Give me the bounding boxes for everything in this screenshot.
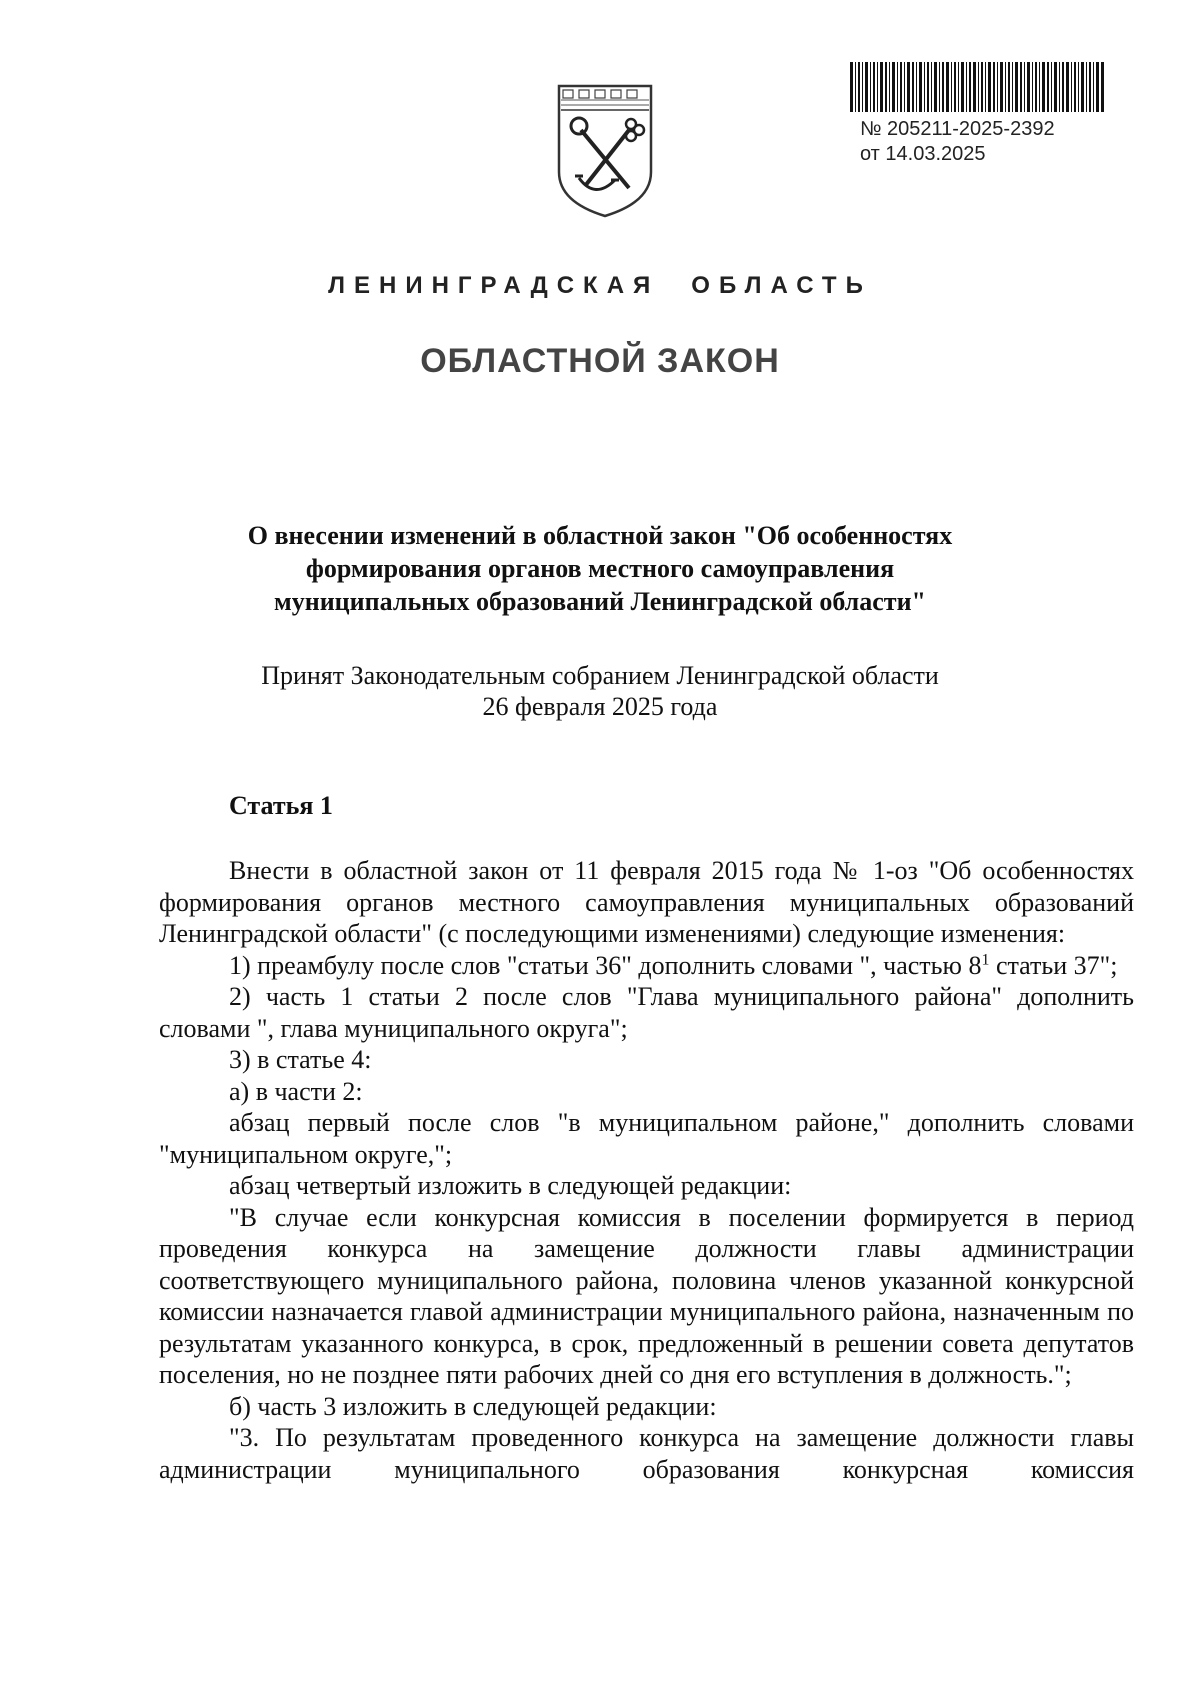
law-title-line: муниципальных образований Ленинградской области" [274, 587, 926, 616]
body-paragraph: "3. По результатам проведенного конкурса на замещение должности главы администрации муниципального образования конкурсная комиссия [159, 1423, 1134, 1484]
paragraph-text: статьи 37"; [989, 950, 1118, 980]
law-type-heading: ОБЛАСТНОЙ ЗАКОН [420, 342, 780, 380]
body-paragraph: б) часть 3 изложить в следующей редакции: [229, 1391, 717, 1421]
coat-of-arms-icon [555, 80, 655, 220]
body-paragraph: 3) в статье 4: [229, 1045, 372, 1074]
paragraph-text: 1) преамбулу после слов "статьи 36" дополнить словами ", частью 8 [229, 950, 982, 980]
registration-date: от 14.03.2025 [860, 143, 986, 165]
body-paragraph: "В случае если конкурсная комиссия в поселении формируется в период проведения конкурса на замещение должности главы администрации соответствующего муниципального района, половина членов указанной конкурсной комиссии назначается главой администрации муниципального района, назначенным по результатам указанного конкурса, в срок, предложенный в решении совета депутатов поселения, но не позднее пяти рабочих дней со дня его вступления в должность."; [159, 1202, 1134, 1389]
body-paragraph: 2) часть 1 статьи 2 после слов "Глава муниципального района" дополнить словами ", глава муниципального округа"; [159, 982, 1134, 1043]
law-title-line: формирования органов местного самоуправления [305, 554, 895, 583]
body-paragraph: а) в части 2: [229, 1076, 363, 1106]
adoption-statement [160, 660, 1040, 722]
adoption-line: Принят Законодательным собранием Ленинградской области [261, 661, 939, 690]
law-title [160, 519, 1040, 618]
law-title-line: О внесении изменений в областной закон "Об особенностях [247, 521, 953, 550]
body-paragraph [159, 950, 1134, 982]
region-word-1: ЛЕНИНГРАДСКАЯ [328, 272, 660, 299]
region-word-2: ОБЛАСТЬ [691, 272, 872, 299]
article-body [159, 855, 1134, 1485]
region-name [0, 272, 1200, 300]
barcode-icon [850, 62, 1104, 112]
registration-info [860, 117, 1055, 167]
body-paragraph: абзац четвертый изложить в следующей редакции: [229, 1171, 792, 1200]
body-paragraph: Внести в областной закон от 11 февраля 2015 года № 1-оз "Об особенностях формирования органов местного самоуправления муниципальных образований Ленинградской области" (с последующими изменениями) следующие изменения: [159, 856, 1134, 948]
registration-number: № 205211-2025-2392 [860, 118, 1055, 140]
article-heading: Статья 1 [229, 791, 333, 820]
body-paragraph: абзац первый после слов "в муниципальном районе," дополнить словами "муниципальном округе,"; [159, 1108, 1134, 1169]
superscript: 1 [981, 950, 990, 968]
adoption-line: 26 февраля 2025 года [482, 692, 718, 721]
